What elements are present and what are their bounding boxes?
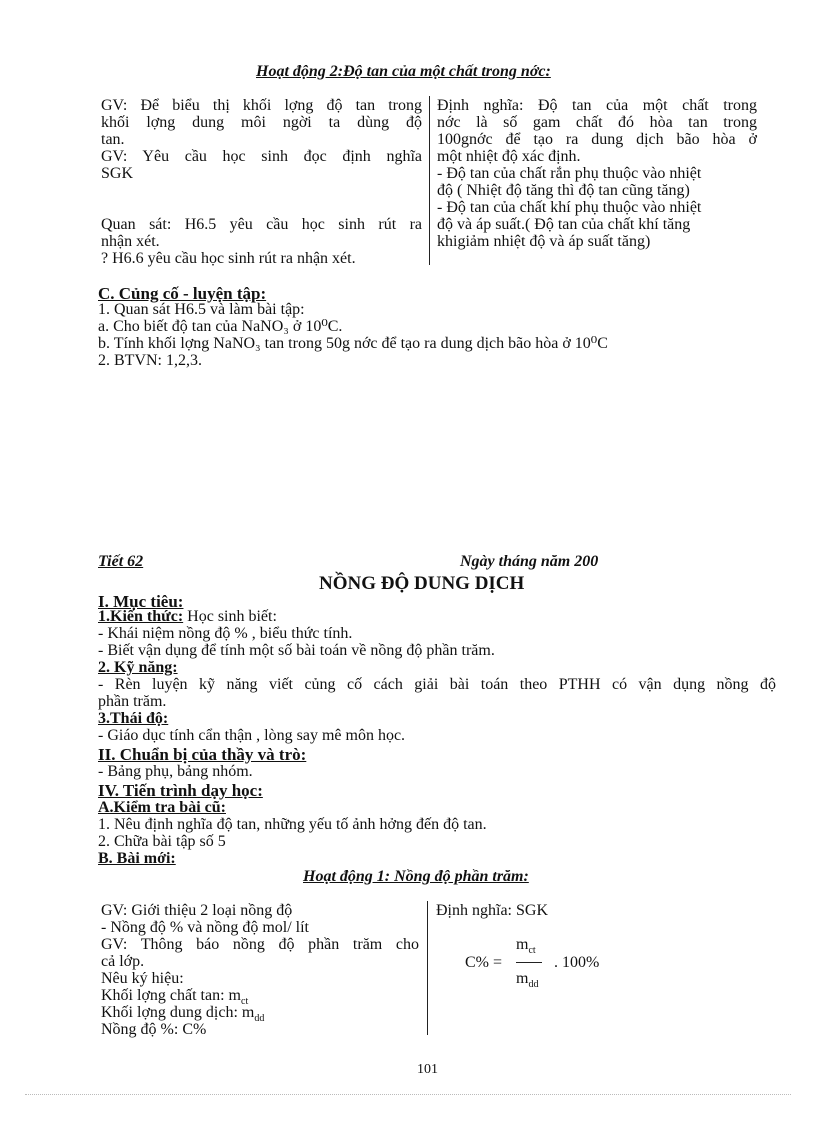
activity2-right-line-5: - Độ tan của chất rắn phụ thuộc vào nhiệt bbox=[437, 165, 702, 182]
knowledge-text: Học sinh biết: bbox=[183, 608, 277, 625]
consolidation-line-3: b. Tính khối lợng NaNO₃ tan trong 50g nớc để tạo ra dung dịch bão hòa ở 10⁰C bbox=[98, 335, 608, 352]
activity2-right-line-7: - Độ tan của chất khí phụ thuộc vào nhiệt bbox=[437, 199, 702, 216]
activity2-right-line-2: nớc là số gam chất đó hòa tan trong bbox=[437, 114, 757, 131]
activity1-left-line-1: GV: Giới thiệu 2 loại nồng độ bbox=[101, 902, 293, 919]
consolidation-line-4: 2. BTVN: 1,2,3. bbox=[98, 352, 202, 369]
formula-denominator-subscript: dd bbox=[528, 979, 539, 991]
activity2-heading: Hoạt động 2:Độ tan của một chất trong nớc: bbox=[256, 63, 551, 80]
formula-numerator-subscript: ct bbox=[528, 945, 536, 957]
lesson-title: NỒNG ĐỘ DUNG DỊCH bbox=[319, 573, 525, 594]
process-heading: IV. Tiến trình dạy học: bbox=[98, 781, 263, 800]
knowledge-line bbox=[98, 609, 277, 625]
skills-item-1: - Rèn luyện kỹ năng viết củng cố cách giải bài toán theo PTHH có vận dụng nồng độ bbox=[98, 676, 776, 693]
activity2-left-line-4: GV: Yêu cầu học sinh đọc định nghĩa bbox=[101, 148, 422, 165]
skills-heading: 2. Kỹ năng: bbox=[98, 659, 178, 676]
activity1-left-line-2: - Nồng độ % và nồng độ mol/ lít bbox=[101, 919, 309, 936]
consolidation-line-2: a. Cho biết độ tan của NaNO₃ ở 10⁰C. bbox=[98, 318, 343, 335]
activity2-right-line-3: 100gnớc để tạo ra dung dịch bão hòa ở bbox=[437, 131, 757, 148]
check-item-2: 2. Chữa bài tập số 5 bbox=[98, 833, 226, 850]
knowledge-item-2: - Biết vận dụng để tính một số bài toán về nồng độ phần trăm. bbox=[98, 642, 495, 659]
formula-rhs: . 100% bbox=[554, 954, 600, 971]
formula-denominator: $m_{dd}$ bbox=[516, 970, 539, 991]
activity2-left-line-2: khối lợng dung môi ngời ta dùng độ bbox=[101, 114, 422, 131]
new-lesson-heading: B. Bài mới: bbox=[98, 850, 176, 867]
knowledge-item-1: - Khái niệm nồng độ % , biểu thức tính. bbox=[98, 625, 353, 642]
knowledge-label: 1.Kiến thức: bbox=[98, 608, 184, 625]
skills-item-1-cont: phần trăm. bbox=[98, 693, 167, 710]
activity2-left-line-6: Quan sát: H6.5 yêu cầu học sinh rút ra bbox=[101, 216, 422, 233]
preparation-heading: II. Chuẩn bị của thầy và trò: bbox=[98, 745, 307, 764]
activity2-right-line-6: độ ( Nhiệt độ tăng thì độ tan cũng tăng) bbox=[437, 182, 690, 199]
consolidation-heading: C. Củng cố - luyện tập: bbox=[98, 284, 267, 303]
activity1-left-line-3: GV: Thông báo nồng độ phần trăm cho bbox=[101, 936, 419, 953]
activity1-left-line-8: Nồng độ %: C% bbox=[101, 1021, 207, 1038]
activity2-left-line-7: nhận xét. bbox=[101, 233, 160, 250]
activity1-definition: Định nghĩa: SGK bbox=[436, 902, 548, 919]
preparation-item-1: - Bảng phụ, bảng nhóm. bbox=[98, 763, 253, 780]
solute-mass-label: Khối lợng chất tan: m bbox=[101, 987, 241, 1004]
objectives-heading: I. Mục tiêu: bbox=[98, 592, 184, 611]
activity2-right-line-8: độ và áp suất.( Độ tan của chất khí tăng bbox=[437, 216, 691, 233]
solution-subscript: dd bbox=[254, 1013, 265, 1025]
activity2-left-line-5: SGK bbox=[101, 165, 134, 182]
activity1-heading: Hoạt động 1: Nồng độ phần trăm: bbox=[303, 868, 529, 885]
activity1-left-line-5: Nêu ký hiệu: bbox=[101, 970, 184, 987]
activity2-column-divider bbox=[429, 96, 430, 265]
check-heading: A.Kiểm tra bài cũ: bbox=[98, 799, 226, 816]
activity2-left-line-3: tan. bbox=[101, 131, 125, 148]
formula-numerator: $m_{ct}$ bbox=[516, 936, 536, 957]
activity1-column-divider bbox=[427, 901, 428, 1035]
activity2-right-line-1: Định nghĩa: Độ tan của một chất trong bbox=[437, 97, 757, 114]
activity2-left-line-1: GV: Để biểu thị khối lợng độ tan trong bbox=[101, 97, 422, 114]
activity1-left-line-4: cả lớp. bbox=[101, 953, 145, 970]
page-number: 101 bbox=[417, 1062, 438, 1077]
date-label: Ngày tháng năm 200 bbox=[460, 553, 599, 570]
consolidation-line-1: 1. Quan sát H6.5 và làm bài tập: bbox=[98, 301, 305, 318]
period-label: Tiết 62 bbox=[98, 553, 144, 570]
footer-dotted-rule bbox=[25, 1094, 791, 1095]
attitude-heading: 3.Thái độ: bbox=[98, 710, 169, 727]
formula-lhs: C% = bbox=[465, 954, 503, 971]
attitude-item-1: - Giáo dục tính cẩn thận , lòng say mê môn học. bbox=[98, 727, 406, 744]
activity2-right-line-4: một nhiệt độ xác định. bbox=[437, 148, 581, 165]
activity2-left-line-8: ? H6.6 yêu cầu học sinh rút ra nhận xét. bbox=[101, 250, 356, 267]
solution-mass-label: Khối lợng dung dịch: m bbox=[101, 1004, 255, 1021]
activity2-right-line-9: khigiảm nhiệt độ và áp suất tăng) bbox=[437, 233, 651, 250]
solute-subscript: ct bbox=[241, 996, 249, 1008]
check-item-1: 1. Nêu định nghĩa độ tan, những yếu tố ảnh hởng đến độ tan. bbox=[98, 816, 487, 833]
formula-fraction-bar bbox=[516, 962, 542, 963]
